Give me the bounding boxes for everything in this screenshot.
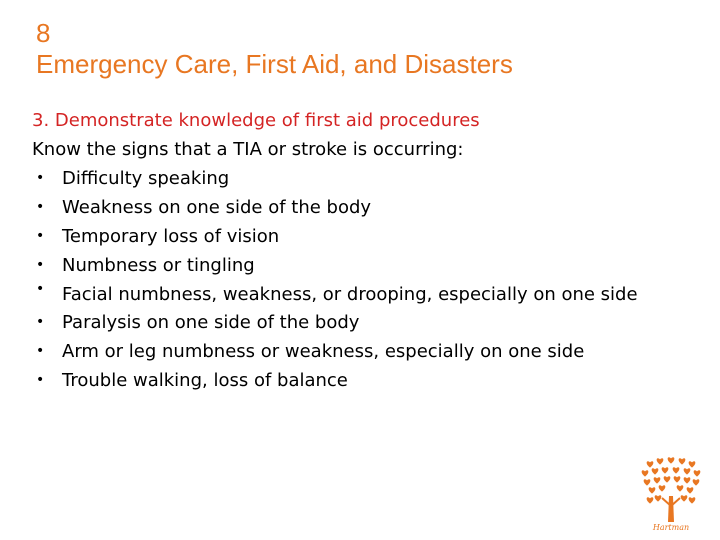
list-item <box>32 280 682 308</box>
section-subtitle: 3. Demonstrate knowledge of first aid procedures <box>32 110 480 131</box>
chapter-title: Emergency Care, First Aid, and Disasters <box>36 49 513 79</box>
bullet-icon: • <box>36 343 45 359</box>
heart-icon <box>642 470 649 476</box>
heart-icon <box>681 495 688 501</box>
heart-icon <box>689 461 696 467</box>
list-item-text: Difficulty speaking <box>62 168 230 189</box>
list-item <box>32 222 682 251</box>
publisher-logo <box>638 456 704 532</box>
list-item-text: Weakness on one side of the body <box>62 197 372 218</box>
list-item <box>32 164 682 193</box>
heart-icon <box>674 476 681 482</box>
intro-text: Know the signs that a TIA or stroke is occurring: <box>32 139 464 160</box>
list-item <box>32 251 682 280</box>
list-item-text: Facial numbness, weakness, or drooping, especially on one side <box>62 284 638 305</box>
heart-icon <box>693 479 700 485</box>
heart-icon <box>647 461 654 467</box>
heart-icon <box>647 497 654 503</box>
list-item <box>32 337 682 366</box>
bullet-icon: • <box>36 372 45 388</box>
bullet-list-2 <box>32 308 682 395</box>
bullet-icon: • <box>36 314 45 330</box>
heart-icon <box>677 485 684 491</box>
heart-icon <box>689 497 696 503</box>
heart-icon <box>662 467 669 473</box>
list-item <box>32 193 682 222</box>
list-item <box>32 308 682 337</box>
bullet-icon: • <box>36 228 45 244</box>
heart-icon <box>657 458 664 464</box>
heart-icon <box>664 476 671 482</box>
bullet-icon: • <box>36 199 45 215</box>
heart-icon <box>694 470 701 476</box>
heart-icon <box>687 487 694 493</box>
heart-icon <box>644 479 651 485</box>
list-item <box>32 366 682 395</box>
heart-icon <box>684 468 691 474</box>
list-item-text: Arm or leg numbness or weakness, especially on one side <box>62 341 585 362</box>
list-item-text: Paralysis on one side of the body <box>62 312 360 333</box>
heart-icon <box>668 457 675 463</box>
heart-icon <box>673 467 680 473</box>
bullet-icon: • <box>36 281 45 297</box>
bullet-list-1 <box>32 164 682 308</box>
bullet-icon: • <box>36 170 45 186</box>
slide-content <box>32 106 682 395</box>
logo-wordmark: Hartman <box>652 523 690 532</box>
chapter-number: 8 <box>36 18 51 48</box>
heart-icon <box>679 458 686 464</box>
list-item-text: Numbness or tingling <box>62 255 255 276</box>
heart-icon <box>654 477 661 483</box>
bullet-icon: • <box>36 257 45 273</box>
heart-icon <box>652 468 659 474</box>
list-item-text: Trouble walking, loss of balance <box>62 370 348 391</box>
heart-icon <box>659 485 666 491</box>
heart-icon <box>684 477 691 483</box>
slide-title-block <box>36 18 513 80</box>
list-item-text: Temporary loss of vision <box>62 226 280 247</box>
tree-of-hearts-icon <box>638 456 704 532</box>
heart-icon <box>649 487 656 493</box>
heart-icon <box>655 495 662 501</box>
